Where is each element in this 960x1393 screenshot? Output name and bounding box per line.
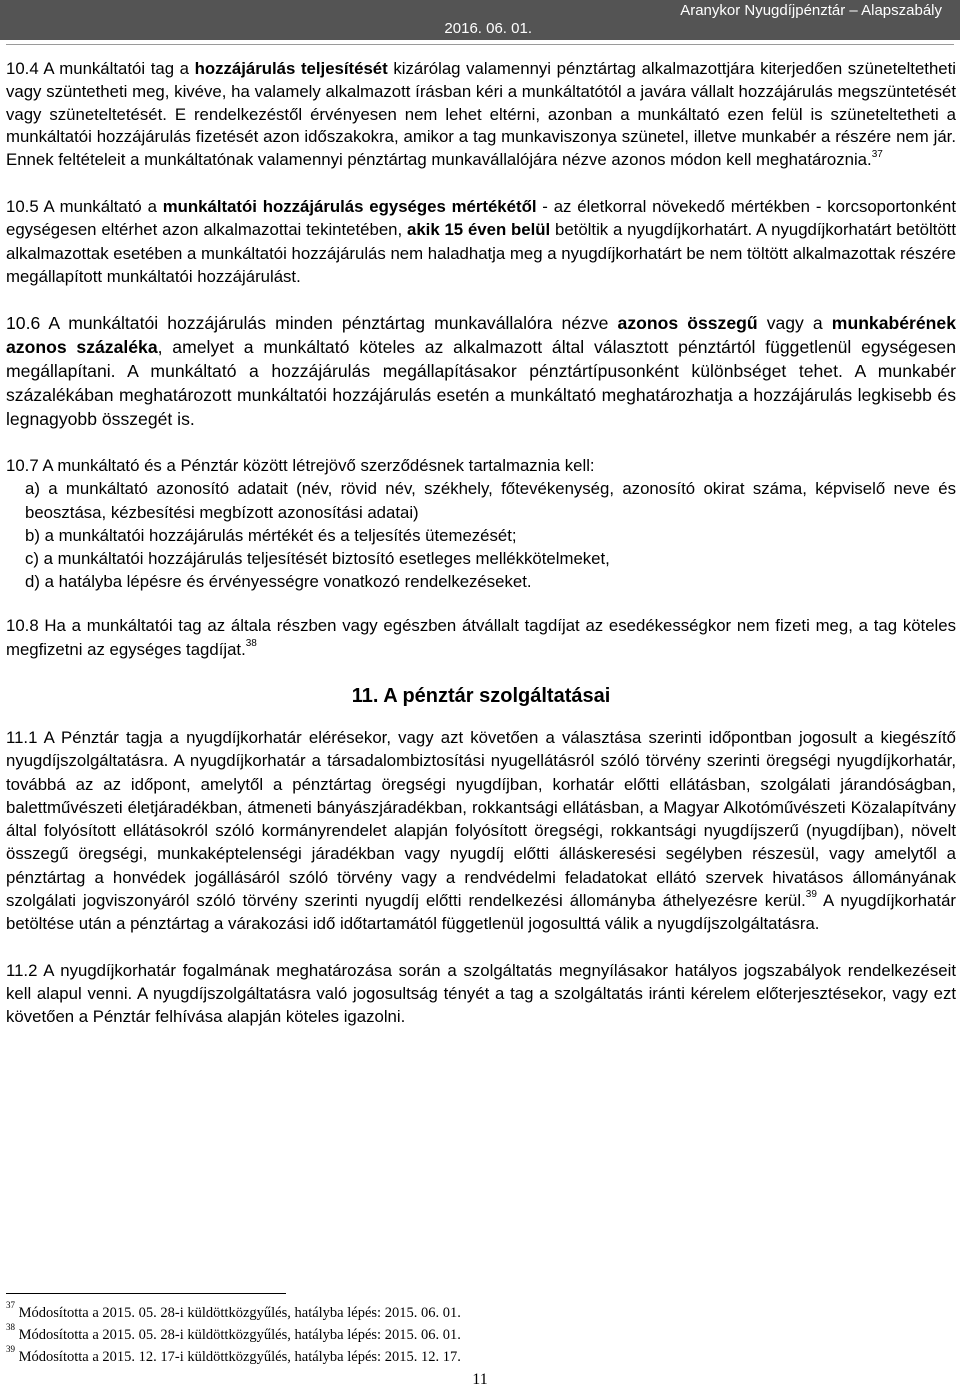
footnote-separator — [6, 1293, 286, 1294]
footnote-ref-37[interactable]: 37 — [871, 148, 883, 160]
footnote-37: $^{37}$ Módosította a 2015. 05. 28-i küldöttközgyűlés, hatályba lépés: 2015. 06. 01. — [6, 1300, 461, 1321]
paragraph-10-8: 10.8 Ha a munkáltatói tag az általa részben vagy egészben átvállalt tagdíjat az esedékességkor nem fizeti meg, a tag köteles megfizetni az egységes tagdíjat.$^{38}$ — [6, 616, 956, 659]
list-item: c) a munkáltatói hozzájárulás teljesítését biztosító esetleges mellékkötelmeket, — [25, 548, 610, 568]
paragraph-11-1: 11.1 A Pénztár tagja a nyugdíjkorhatár elérésekor, vagy azt követően a választása szerinti időpontban jogosult a kiegészítő nyugdíjszolgáltatásra. A nyugdíjkorhatár a társadalombiztosítási nyugellátásról szóló törvény szerinti öregségi nyugdíjkorhatár, továbbá az az időpont, amelytől a pénztártag öregségi nyugdíjban, korhatár előtti ellátásban, szolgálati járandóságban, balettművészeti életjáradékban, átmeneti bányászjáradékban, rokkantsági ellátásban, a Magyar Alkotóművészeti Közalapítvány által folyósított ellátásokról szóló kormányrendelet alapján folyósított öregségi, rokkantsági nyugdíjszerű (nyugdíjban), növelt összegű öregségi, munkaképtelenségi járadékban vagy nyugdíj előtti álláskeresési segélyben részesül, vagy amelytől a pénztártag a honvédek jogállásáról szóló törvény vagy a rendvédelmi feladatokat ellátó szervek hivatásos állományának szolgálati jogviszonyáról szóló törvény szerinti nyugdíj előtti rendelkezési állományba áthelyezésre kerül.$^{39}$ A nyugdíjkorhatár betöltése után a pénztártag a várakozási idő időtartamától függetlenül jogosulttá válik a nyugdíjszolgáltatásra. — [6, 727, 957, 934]
header-rule — [6, 44, 954, 45]
section-title: 11. A pénztár szolgáltatásai — [351, 684, 611, 707]
emphasis: munkabérének azonos százaléka — [6, 313, 956, 358]
paragraph-10-5: 10.5 A munkáltató a munkáltatói hozzájárulás egységes mértékétől - az életkorral növekedő mértékben - korcsoportonként egységesen eltérhet azon alkalmazottai tekintetében, akik 15 éven belül betöltik a nyugdíjkorhatárt. A nyugdíjkorhatárt betöltött alkalmazottak esetében a munkáltatói hozzájárulás nem haladhatja meg a nyugdíjkorhatárt be nem töltött alkalmazottak részére megállapított munkáltatói hozzájárulást. — [6, 196, 956, 286]
footnote-39: $^{39}$ Módosította a 2015. 12. 17-i küldöttközgyűlés, hatályba lépés: 2015. 12. 17. — [6, 1344, 461, 1365]
paragraph-10-6: 10.6 A munkáltatói hozzájárulás minden pénztártag munkavállalóra nézve azonos összegű vagy a munkabérének azonos százaléka, amelyet a munkáltató köteles az alkalmazott által választott pénztártól függetlenül egységesen megállapítani. A munkáltató a hozzájárulás megállapításakor pénztártípusonként különbséget tehet. A munkabér százalékában meghatározott munkáltatói hozzájárulás esetén a munkáltató meghatározhatja a hozzájárulás legkisebb és legnagyobb összegét is. — [6, 313, 956, 430]
footnotes — [6, 1302, 461, 1368]
list-item: b) a munkáltatói hozzájárulás mértékét és a teljesítés ütemezését; — [25, 525, 517, 545]
footnote-38: $^{38}$ Módosította a 2015. 05. 28-i küldöttközgyűlés, hatályba lépés: 2015. 06. 01. — [6, 1322, 461, 1343]
page-header — [0, 0, 960, 40]
paragraph-10-7 — [6, 454, 956, 593]
list-intro: 10.7 A munkáltató és a Pénztár között létrejövő szerződésnek tartalmaznia kell: — [6, 456, 595, 476]
document-date: 2016. 06. 01. — [444, 20, 532, 37]
list-item: d) a hatályba lépésre és érvényességre vonatkozó rendelkezéseket. — [25, 572, 532, 592]
page-number: 11 — [472, 1371, 488, 1388]
emphasis: hozzájárulás teljesítését — [194, 59, 388, 78]
footnote-ref-38[interactable]: 38 — [245, 638, 257, 650]
paragraph-11-2: 11.2 A nyugdíjkorhatár fogalmának meghatározása során a szolgáltatás megnyílásakor hatályos jogszabályok rendelkezéseit kell alapul venni. A nyugdíjszolgáltatásra való jogosultság tényét a tag a szolgáltatás iránti kérelem előterjesztésekor, vagy ezt követően a Pénztár felhívása alapján köteles igazolni. — [6, 960, 956, 1027]
document-title: Aranykor Nyugdíjpénztár – Alapszabály — [680, 2, 942, 19]
emphasis: akik 15 éven belül — [407, 220, 551, 240]
paragraph-10-4: 10.4 A munkáltatói tag a hozzájárulás teljesítését kizárólag valamennyi pénztártag alkalmazottjára kiterjedően szüneteltetheti vagy szüntetheti meg, kivéve, ha valamely alkalmazott írásban kéri a munkáltatótól a javára vállalt hozzájárulás megszüntetését vagy szüneteltetését. E rendelkezéstől érvényesen nem lehet eltérni, azonban a munkáltató ezen felül is szüneteltetheti a munkáltatói hozzájárulás fizetését azon időszakokra, amikor a tag munkaviszonya szünetel, illetve munkabér a részére nem jár. Ennek feltételeit a munkáltatónak valamennyi pénztártag munkavállalójára nézve azonos módon kell meghatároznia.$^{37}$ — [6, 59, 957, 170]
document-body — [6, 58, 956, 1052]
footnote-ref-39[interactable]: 39 — [805, 889, 817, 901]
list-item: a) a munkáltató azonosító adatait (név, rövid név, székhely, főtevékenység, azonosító okirat száma, képviselő neve és beosztása, kézbesítési megbízott azonosítási adatai) — [25, 479, 956, 522]
emphasis: azonos összegű — [617, 313, 758, 334]
emphasis: munkáltatói hozzájárulás egységes mértékétől — [162, 196, 537, 216]
